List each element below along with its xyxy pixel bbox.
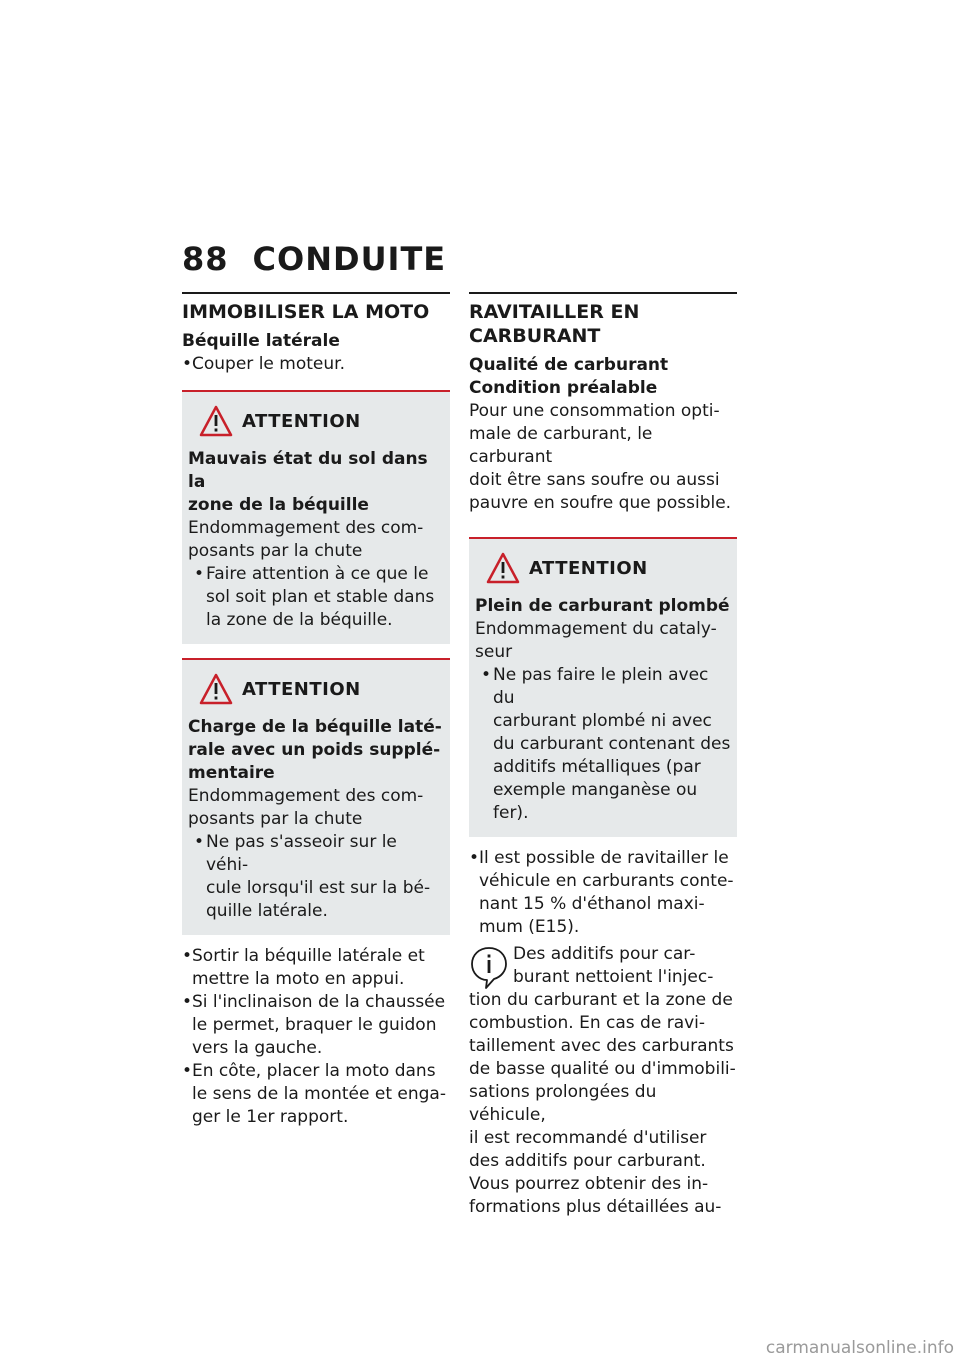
- bullet-cont: le permet, braquer le guidon: [192, 1015, 437, 1035]
- warning-text: Endommagement des com-: [188, 518, 424, 538]
- info-line: formations plus détaillées au-: [469, 1197, 722, 1217]
- bullet-item: • Couper le moteur.: [182, 353, 450, 376]
- warning-text: seur: [475, 642, 513, 662]
- page-number: 88: [182, 240, 229, 278]
- paragraph-line: male de carburant, le carburant: [469, 424, 653, 467]
- bullet-item: • Sortir la béquille latérale et: [182, 945, 450, 968]
- section-title: CARBURANT: [469, 325, 601, 347]
- warning-header: [188, 672, 444, 706]
- warning-triangle-icon: [194, 672, 238, 706]
- warning-triangle-icon: [481, 551, 525, 585]
- warning-title: ATTENTION: [242, 410, 361, 432]
- warning-box: [182, 390, 450, 644]
- page-header: [182, 240, 446, 278]
- warning-header: [188, 404, 444, 438]
- info-line: sations prolongées du véhicule,: [469, 1082, 657, 1125]
- section-title: IMMOBILISER LA MOTO: [182, 301, 430, 323]
- chapter-title: CONDUITE: [252, 240, 447, 278]
- left-column: [182, 292, 450, 1129]
- info-line: taillement avec des carburants: [469, 1036, 734, 1056]
- subheading: Condition préalable: [469, 378, 658, 398]
- warning-bullet-cont: carburant plombé ni avec: [493, 711, 712, 731]
- warning-heading: mentaire: [188, 763, 275, 783]
- warning-heading: Charge de la béquille laté-: [188, 717, 442, 737]
- right-column: [469, 292, 737, 1219]
- bullet-item: • Si l'inclinaison de la chaussée: [182, 991, 450, 1014]
- paragraph-line: Pour une consommation opti-: [469, 401, 720, 421]
- section-title: RAVITAILLER EN: [469, 301, 640, 323]
- warning-bullet-cont: la zone de la béquille.: [206, 610, 393, 630]
- warning-bullet: • Ne pas faire le plein avec du: [475, 664, 731, 710]
- bullet-cont: le sens de la montée et enga-: [192, 1084, 446, 1104]
- warning-text: Endommagement des com-: [188, 786, 424, 806]
- subheading: Qualité de carburant: [469, 355, 669, 375]
- warning-bullet-cont: quille latérale.: [206, 901, 328, 921]
- info-line: des additifs pour carburant.: [469, 1151, 706, 1171]
- info-line: il est recommandé d'utiliser: [469, 1128, 707, 1148]
- bullet-cont: mettre la moto en appui.: [192, 969, 405, 989]
- warning-bullet-cont: cule lorsqu'il est sur la bé-: [206, 878, 431, 898]
- warning-bullet-cont: additifs métalliques (par: [493, 757, 701, 777]
- warning-bullet-cont: sol soit plan et stable dans: [206, 587, 435, 607]
- info-line: burant nettoient l'injec-: [513, 967, 714, 987]
- info-line: Des additifs pour car-: [513, 944, 696, 964]
- info-line: combustion. En cas de ravi-: [469, 1013, 706, 1033]
- warning-bullet: • Faire attention à ce que le: [188, 563, 444, 586]
- info-icon: [469, 945, 509, 991]
- warning-heading: zone de la béquille: [188, 495, 369, 515]
- warning-title: ATTENTION: [242, 678, 361, 700]
- warning-box: [469, 537, 737, 837]
- warning-bullet-cont: exemple manganèse ou fer).: [493, 780, 698, 823]
- warning-text: Endommagement du cataly-: [475, 619, 717, 639]
- bullet-cont: nant 15 % d'éthanol maxi-: [479, 894, 705, 914]
- section-rule: [469, 292, 737, 294]
- warning-heading: Plein de carburant plombé: [475, 596, 730, 616]
- warning-bullet: • Ne pas s'asseoir sur le véhi-: [188, 831, 444, 877]
- info-line: de basse qualité ou d'immobili-: [469, 1059, 736, 1079]
- info-note: [469, 943, 737, 1219]
- info-line: Vous pourrez obtenir des in-: [469, 1174, 709, 1194]
- bullet-cont: ger le 1er rapport.: [192, 1107, 349, 1127]
- warning-title: ATTENTION: [529, 557, 648, 579]
- paragraph-line: pauvre en soufre que possible.: [469, 493, 732, 513]
- bullet-cont: mum (E15).: [479, 917, 580, 937]
- warning-bullet-cont: du carburant contenant des: [493, 734, 731, 754]
- paragraph-line: doit être sans soufre ou aussi: [469, 470, 720, 490]
- warning-text: posants par la chute: [188, 541, 363, 561]
- warning-text: posants par la chute: [188, 809, 363, 829]
- subheading: Béquille latérale: [182, 331, 340, 351]
- warning-heading: Mauvais état du sol dans la: [188, 449, 428, 492]
- footer-watermark: carmanualsonline.info: [765, 1338, 954, 1358]
- bullet-item: • Il est possible de ravitailler le: [469, 847, 737, 870]
- bullet-item: • En côte, placer la moto dans: [182, 1060, 450, 1083]
- bullet-cont: véhicule en carburants conte-: [479, 871, 734, 891]
- warning-box: [182, 658, 450, 935]
- bullet-cont: vers la gauche.: [192, 1038, 323, 1058]
- warning-triangle-icon: [194, 404, 238, 438]
- info-line: tion du carburant et la zone de: [469, 990, 733, 1010]
- warning-header: [475, 551, 731, 585]
- warning-heading: rale avec un poids supplé-: [188, 740, 441, 760]
- section-rule: [182, 292, 450, 294]
